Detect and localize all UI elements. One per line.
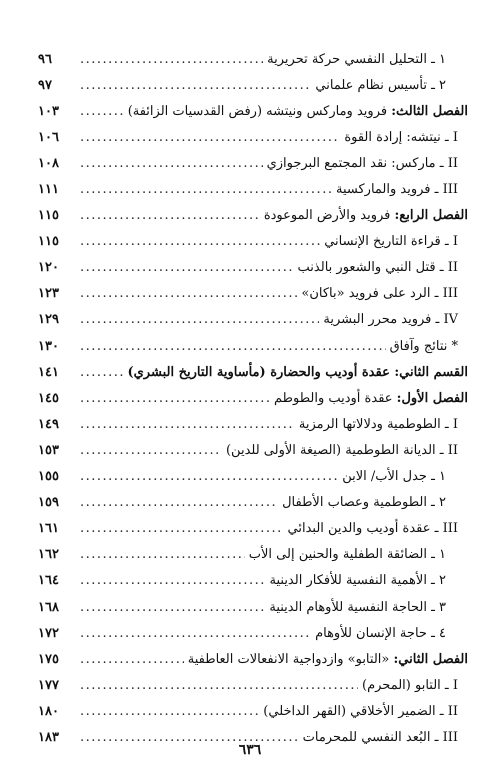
- toc-entry-title: [267, 156, 458, 171]
- toc-entry: [38, 307, 468, 333]
- toc-entry-title: [315, 78, 446, 93]
- toc-entry-title: [127, 365, 468, 380]
- toc-leader-dots: [80, 182, 332, 197]
- toc-entry-title: [264, 208, 468, 223]
- toc-entry-title: [324, 234, 458, 249]
- toc-entry-text: II ـ قتل النبي والشعور بالذنب: [297, 260, 458, 276]
- toc-leader-dots: [80, 52, 263, 67]
- toc-entry: [38, 672, 468, 698]
- toc-entry-text: عقدة أوديب والطوطم: [274, 390, 397, 406]
- table-of-contents: [38, 46, 468, 751]
- toc-entry: [38, 698, 468, 724]
- toc-entry-title: [188, 652, 468, 667]
- toc-leader-dots: [80, 286, 297, 301]
- toc-entry-text: IV ـ فرويد محرر البشرية: [323, 312, 458, 328]
- toc-entry: [38, 464, 468, 490]
- toc-entry: [38, 255, 468, 281]
- toc-page-number: ١٣٠: [38, 338, 59, 354]
- toc-entry-text: III ـ فرويد والماركسية: [335, 182, 458, 198]
- toc-entry: [38, 72, 468, 98]
- toc-entry-title: [323, 312, 458, 327]
- toc-entry: [38, 359, 468, 385]
- toc-entry-text: ١ ـ جدل الأب/ الابن: [342, 469, 446, 485]
- toc-leader-dots: [80, 469, 338, 484]
- toc-page-number: ١٤١: [38, 364, 59, 380]
- toc-entry-title: [299, 417, 458, 432]
- toc-entry: [38, 437, 468, 463]
- toc-entry-title: [282, 495, 446, 510]
- toc-entry: [38, 124, 468, 150]
- toc-leader-dots: [80, 260, 294, 275]
- toc-entry-text: ٢ ـ تأسيس نظام علماني: [315, 77, 446, 93]
- toc-entry: [38, 333, 468, 359]
- toc-entry: [38, 281, 468, 307]
- toc-entry-title: [226, 443, 458, 458]
- toc-page-number: ١٧٢: [38, 625, 59, 641]
- toc-entry-text: I ـ قراءة التاريخ الإنساني: [324, 234, 458, 250]
- toc-page-number: ١٥٣: [38, 442, 59, 458]
- toc-entry-title: [315, 626, 446, 641]
- toc-entry-title: [298, 260, 458, 275]
- toc-leader-dots: [80, 234, 320, 249]
- toc-leader-dots: [80, 600, 265, 615]
- toc-leader-dots: [80, 547, 245, 562]
- toc-entry-text: II ـ الديانة الطوطمية (الصيغة الأولى للدين): [225, 442, 458, 458]
- toc-entry-text: ٢ ـ الطوطمية وعصاب الأطفال: [282, 495, 446, 511]
- toc-page-number: ٩٧: [38, 77, 52, 93]
- toc-leader-dots: [80, 521, 284, 536]
- toc-entry-lead: الفصل الأول:: [396, 390, 468, 406]
- toc-entry-text: * نتائج وآفاق: [389, 338, 458, 354]
- toc-entry-title: [342, 469, 446, 484]
- toc-entry-title: [288, 521, 458, 536]
- toc-entry-text: «التابو» وازدواجية الانفعالات العاطفية: [187, 651, 394, 667]
- toc-entry-title: [362, 678, 458, 693]
- toc-leader-dots: [80, 104, 124, 119]
- toc-leader-dots: [80, 678, 358, 693]
- toc-page-number: ١١٥: [38, 208, 59, 224]
- toc-entry: [38, 542, 468, 568]
- toc-page-number: ١٠٨: [38, 155, 59, 171]
- toc-leader-dots: [80, 156, 263, 171]
- toc-entry-title: [270, 573, 447, 588]
- toc-entry: [38, 385, 468, 411]
- toc-entry: [38, 411, 468, 437]
- toc-entry-title: [263, 704, 458, 719]
- toc-entry: [38, 568, 468, 594]
- toc-leader-dots: [80, 626, 311, 641]
- toc-page-number: ١٥٥: [38, 469, 59, 485]
- toc-entry: [38, 490, 468, 516]
- toc-page-number: ١٦١: [38, 521, 59, 537]
- toc-entry-text: III ـ عقدة أوديب والدين البدائي: [287, 521, 458, 537]
- toc-page-number: ١٤٩: [38, 416, 59, 432]
- toc-entry-title: [390, 339, 458, 354]
- toc-entry: [38, 620, 468, 646]
- toc-page-number: ١٨٣: [38, 729, 59, 745]
- toc-entry-title: [128, 104, 468, 119]
- toc-page-number: ١١١: [38, 182, 59, 198]
- toc-entry-title: [336, 182, 458, 197]
- toc-entry-lead: الفصل الثالث:: [391, 103, 468, 119]
- toc-page-number: ١٤٥: [38, 390, 59, 406]
- toc-leader-dots: [80, 339, 386, 354]
- toc-leader-dots: [80, 365, 123, 380]
- toc-leader-dots: [80, 443, 222, 458]
- toc-entry-title: [249, 547, 446, 562]
- toc-entry: [38, 229, 468, 255]
- toc-page-number: ١٧٥: [38, 651, 59, 667]
- toc-page-number: ١٢٠: [38, 260, 59, 276]
- toc-page-number: ١٦٢: [38, 547, 59, 563]
- toc-entry: [38, 646, 468, 672]
- toc-leader-dots: [80, 78, 311, 93]
- toc-leader-dots: [80, 208, 260, 223]
- toc-entry-text: III ـ الرد على فرويد «باكان»: [301, 286, 458, 302]
- toc-page-number: ١٧٧: [38, 677, 59, 693]
- toc-page-number: ١٦٤: [38, 573, 59, 589]
- toc-leader-dots: [80, 495, 278, 510]
- toc-entry-title: [274, 391, 468, 406]
- toc-entry-text: ٤ ـ حاجة الإنسان للأوهام: [315, 625, 446, 641]
- toc-entry-text: فرويد وماركس ونيتشه (رفض القدسيات الزائفة): [127, 103, 392, 119]
- toc-entry: [38, 46, 468, 72]
- toc-entry-text: I ـ نيتشه: إرادة القوة: [344, 129, 458, 145]
- toc-leader-dots: [80, 704, 259, 719]
- toc-entry: [38, 150, 468, 176]
- toc-entry: [38, 98, 468, 124]
- toc-entry: [38, 594, 468, 620]
- toc-leader-dots: [80, 130, 340, 145]
- toc-entry-text: ١ ـ التحليل النفسي حركة تحريرية: [267, 51, 446, 67]
- toc-page-number: ١٠٦: [38, 129, 59, 145]
- page-number: ٦٣٦: [238, 742, 262, 758]
- toc-entry-text: II ـ الضمير الأخلاقي (القهر الداخلي): [263, 703, 458, 719]
- toc-entry-title: [267, 52, 446, 67]
- toc-entry-lead: الفصل الرابع:: [394, 208, 468, 224]
- toc-entry-title: [269, 600, 446, 615]
- toc-entry-title: [344, 130, 458, 145]
- toc-page-number: ١٢٩: [38, 312, 59, 328]
- toc-leader-dots: [80, 312, 319, 327]
- toc-page-number: ١٠٣: [38, 103, 59, 119]
- toc-entry-text: III ـ البُعد النفسي للمحرمات: [302, 729, 458, 745]
- toc-entry-text: II ـ ماركس: نقد المجتمع البرجوازي: [266, 155, 458, 171]
- toc-entry-lead: الفصل الثاني:: [393, 651, 468, 667]
- toc-page-number: ١٢٣: [38, 286, 59, 302]
- toc-entry: [38, 176, 468, 202]
- toc-entry: [38, 516, 468, 542]
- toc-page-number: ١١٥: [38, 234, 59, 250]
- toc-page-number: ٩٦: [38, 51, 52, 67]
- toc-entry-text: I ـ التابو (المحرم): [362, 677, 458, 693]
- toc-leader-dots: [80, 391, 270, 406]
- toc-entry-title: [301, 286, 458, 301]
- toc-page-number: ١٥٩: [38, 495, 59, 511]
- toc-leader-dots: [80, 417, 295, 432]
- toc-entry: [38, 203, 468, 229]
- toc-entry-lead: القسم الثاني: عقدة أوديب والحضارة (مأساوية التاريخ البشري): [127, 364, 468, 380]
- toc-entry-text: I ـ الطوطمية ودلالاتها الرمزية: [298, 416, 458, 432]
- toc-page-number: ١٦٨: [38, 599, 59, 615]
- toc-leader-dots: [80, 652, 184, 667]
- toc-entry-text: ٢ ـ الأهمية النفسية للأفكار الدينية: [269, 573, 446, 589]
- toc-entry-text: فرويد والأرض الموعودة: [263, 208, 395, 224]
- toc-entry-text: ١ ـ الضائقة الطفلية والحنين إلى الأب: [248, 547, 446, 563]
- toc-entry-text: ٣ ـ الحاجة النفسية للأوهام الدينية: [269, 599, 446, 615]
- toc-page-number: ١٨٠: [38, 703, 59, 719]
- toc-leader-dots: [80, 573, 266, 588]
